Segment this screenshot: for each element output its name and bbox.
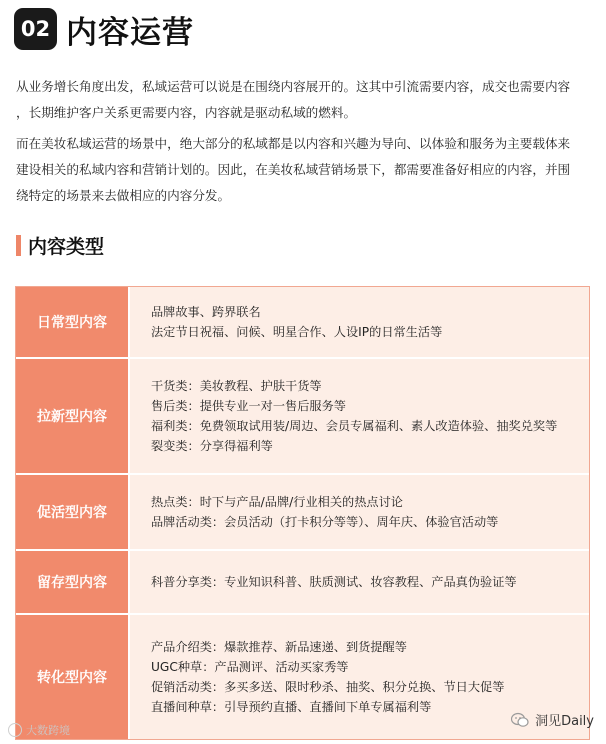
- section-number-badge: 02: [14, 8, 57, 50]
- wechat-icon: [511, 712, 529, 728]
- section-title: 内容运营: [66, 14, 194, 51]
- content-types-table: [15, 286, 590, 740]
- description-line: 直播间种草：引导预约直播、直播间下单专属福利等: [151, 700, 432, 714]
- watermark-text: 大数跨境: [26, 724, 70, 737]
- table-row: [16, 359, 589, 475]
- content-types-title: 内容类型: [28, 235, 105, 258]
- type-description-cell: [130, 287, 589, 357]
- description-line: 售后类：提供专业一对一售后服务等: [151, 399, 346, 413]
- paragraph-line: 建设相关的私域内容和营销计划的。因此，在美妆私域营销场景下，都需要准备好相应的内容，并围: [16, 162, 571, 177]
- intro-paragraph-2: [16, 131, 594, 209]
- description-line: 产品介绍类：爆款推荐、新品速递、到货提醒等: [151, 640, 407, 654]
- account-signature: [511, 710, 594, 729]
- type-name-cell: 促活型内容: [16, 475, 130, 549]
- type-description-cell: [130, 551, 589, 613]
- content-types-heading: [16, 232, 104, 258]
- table-row: [16, 615, 589, 739]
- type-name-cell: 留存型内容: [16, 551, 130, 613]
- type-description-cell: [130, 475, 589, 549]
- description-line: 福利类：免费领取试用装/周边、会员专属福利、素人改造体验、抽奖兑奖等: [151, 419, 558, 433]
- table-row: [16, 287, 589, 359]
- paragraph-line: 而在美妆私域运营的场景中，绝大部分的私域都是以内容和兴趣为导向、以体验和服务为主要载体来: [16, 136, 571, 151]
- intro-paragraph-1: [16, 74, 594, 126]
- paragraph-line: ，长期维护客户关系更需要内容，内容就是驱动私域的燃料。: [16, 105, 357, 120]
- description-line: 品牌活动类：会员活动（打卡积分等等）、周年庆、体验官活动等: [151, 515, 499, 529]
- description-line: 品牌故事、跨界联名: [151, 305, 261, 319]
- type-name-cell: 日常型内容: [16, 287, 130, 357]
- paragraph-line: 绕特定的场景来去做相应的内容分发。: [16, 188, 231, 203]
- heading-accent-bar: [16, 235, 21, 256]
- type-name-cell: 转化型内容: [16, 615, 130, 739]
- description-line: 法定节日祝福、问候、明星合作、人设IP的日常生活等: [151, 325, 443, 339]
- watermark-icon: [8, 723, 22, 737]
- table-row: [16, 475, 589, 551]
- description-line: 热点类：时下与产品/品牌/行业相关的热点讨论: [151, 495, 403, 509]
- description-line: 促销活动类：多买多送、限时秒杀、抽奖、积分兑换、节日大促等: [151, 680, 505, 694]
- description-line: 干货类：美妆教程、护肤干货等: [151, 379, 322, 393]
- paragraph-line: 从业务增长角度出发，私域运营可以说是在围绕内容展开的。这其中引流需要内容，成交也需要内容: [16, 79, 571, 94]
- type-name-cell: 拉新型内容: [16, 359, 130, 473]
- table-row: [16, 551, 589, 615]
- watermark: [8, 722, 70, 738]
- description-line: 科普分享类：专业知识科普、肤质测试、妆容教程、产品真伪验证等: [151, 575, 517, 589]
- description-line: UGC种草：产品测评、活动买家秀等: [151, 660, 349, 674]
- type-description-cell: [130, 359, 589, 473]
- section-header: [14, 8, 194, 50]
- description-line: 裂变类：分享得福利等: [151, 439, 273, 453]
- account-name: 洞见Daily: [535, 714, 594, 729]
